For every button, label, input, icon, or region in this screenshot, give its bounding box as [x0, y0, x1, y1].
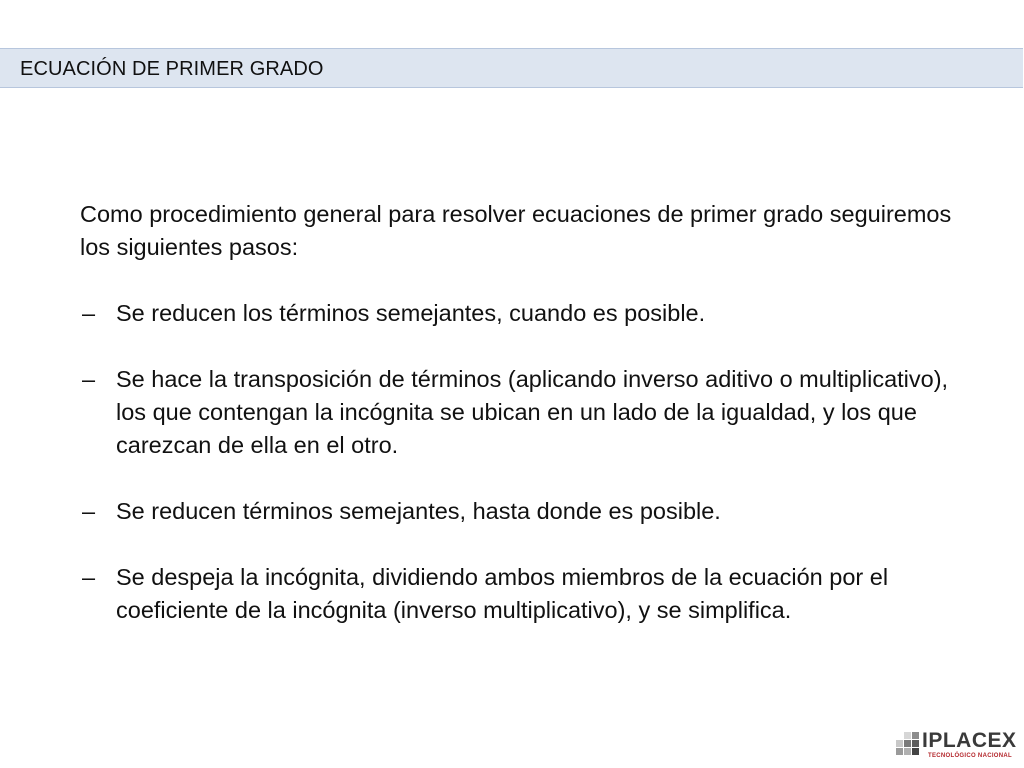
logo-wordmark: IPLACEX: [922, 729, 1017, 752]
bullet-dash: ‒: [82, 498, 96, 524]
step-text: Se despeja la incógnita, dividiendo ambos miembros de la ecuación por el coeficiente de la incógnita (inverso multiplicativo), y se simplifica.: [116, 564, 889, 623]
intro-paragraph: Como procedimiento general para resolver ecuaciones de primer grado seguiremos los siguientes pasos:: [80, 201, 952, 260]
step-item: [80, 561, 960, 627]
logo-mosaic-icon: [896, 732, 920, 756]
step-item: [80, 495, 960, 528]
step-text: Se reducen términos semejantes, hasta donde es posible.: [116, 498, 721, 524]
step-text: Se hace la transposición de términos (aplicando inverso aditivo o multiplicativo), los que contengan la incógnita se ubican en un lado de la igualdad, y los que carezcan de ella en el otro.: [116, 366, 949, 458]
bullet-dash: ‒: [82, 564, 96, 590]
slide-content: [80, 198, 960, 627]
header-bar: [0, 48, 1023, 88]
logo-tagline: TECNOLÓGICO NACIONAL: [928, 753, 1012, 759]
slide-title: ECUACIÓN DE PRIMER GRADO: [20, 58, 324, 80]
step-item: [80, 297, 960, 330]
step-text: Se reducen los términos semejantes, cuando es posible.: [116, 300, 706, 326]
bullet-dash: ‒: [82, 366, 96, 392]
steps-list: [80, 297, 960, 627]
step-item: [80, 363, 960, 462]
iplacex-logo: [896, 729, 1018, 764]
bullet-dash: ‒: [82, 300, 96, 326]
